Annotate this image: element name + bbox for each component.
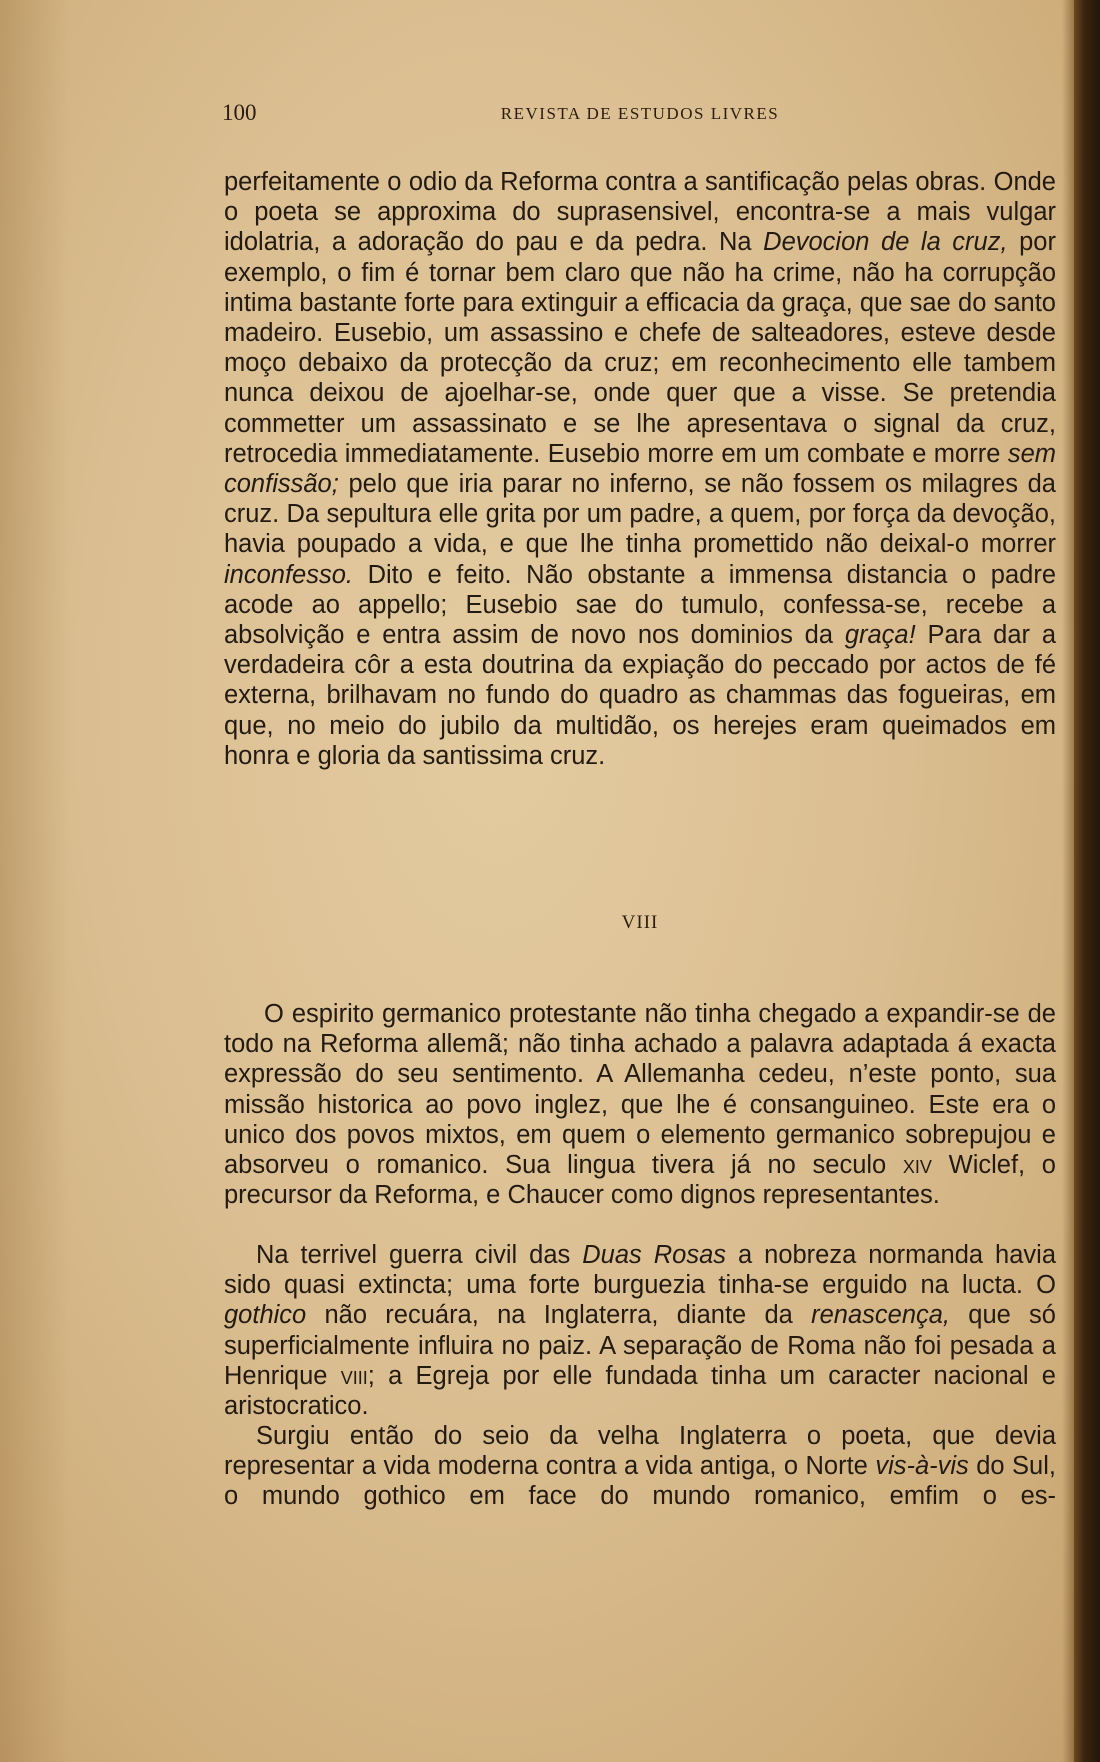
paragraph [224, 1421, 1056, 1512]
running-header [222, 100, 1058, 130]
text-run: Wiclef, o precursor da Reforma, e Chaucer como dignos representantes. [224, 1151, 1056, 1210]
text-run: perfeitamente o odio da Reforma contra a santificação pelas obras. Onde o poeta se approxima do suprasensivel, encontra-se a mais vulgar idolatria, a adoração do pau e da pedra. Na [224, 168, 1056, 257]
text-run: pelo que iria parar no inferno, se não fossem os milagres da cruz. Da sepultura elle grita por um padre, a quem, por força da devoção, havia poupado a vida, e que lhe tinha promettido não deixal-o morrer [224, 470, 1056, 559]
paragraph [224, 1240, 1056, 1421]
text-run: ; a Egreja por elle fundada tinha um caracter nacional e aristocratico. [224, 1361, 1056, 1421]
text-run: que só superficialmente influira no paiz. A separação de Roma não foi pesada a Henrique [224, 1301, 1056, 1390]
running-title: REVISTA DE ESTUDOS LIVRES [500, 104, 780, 123]
text-run: Surgiu então do seio da velha Inglaterra o poeta, que devia representar a vida moderna contra a vida antiga, o Norte [224, 1422, 1056, 1481]
section-heading: VIII [621, 912, 659, 933]
text-run: O espirito germanico protestante não tinha chegado a expandir-se de todo na Reforma allemã; não tinha achado a palavra adaptada á exacta expressão do seu sentimento. A Allemanha cedeu, n’este ponto, sua missão historica ao povo inglez, que lhe é consanguineo. Este era o unico dos povos mixtos, em quem o elemento germanico sobrepujou e absorveu o romanico. Sua lingua tivera já no seculo [224, 1000, 1056, 1180]
italic-title: Devocion de la cruz, [763, 228, 1008, 257]
text-run: por exemplo, o fim é tornar bem claro que não ha crime, não ha corrupção intima bastante forte para extinguir a efficacia da graça, que sae do santo madeiro. Eusebio, um assassino e chefe de salteadores, esteve desde moço debaixo da protecção da cruz; em reconhecimento elle tambem nunca deixou de ajoelhar-se, onde quer que a visse. Se pretendia commetter um assassinato e se lhe apresentava o signal da cruz, retrocedia immediatamente. Eusebio morre em um combate e morre [224, 228, 1056, 468]
italic-phrase: vis-à-vis [875, 1452, 969, 1481]
page-gutter-shadow [0, 0, 70, 1762]
text-run: Para dar a verdadeira côr a esta doutrina da expiação do peccado por actos de fé externa, brilhavam no fundo do quadro as chammas das fogueiras, em que, no meio do jubilo da multidão, os herejes eram queimados em honra e gloria da santissima cruz. [224, 621, 1056, 770]
page-edge-stain [1062, 0, 1074, 1762]
text-run: Dito e feito. Não obstante a immensa distancia o padre acode ao appello; Eusebio sae do tumulo, confessa-se, recebe a absolvição e entra assim de novo nos dominios da [224, 560, 1056, 650]
text-run: não recuára, na Inglaterra, diante da [306, 1301, 812, 1330]
text-run: a nobreza normanda havia sido quasi extincta; uma forte burguezia tinha-se erguido na lucta. O [224, 1241, 1056, 1300]
roman-numeral: viii [340, 1361, 368, 1390]
italic-phrase: sem confissão; [224, 439, 1056, 499]
italic-word: gothico [224, 1301, 307, 1330]
continued-paragraph [224, 167, 1056, 771]
italic-word: renascença, [811, 1301, 951, 1330]
roman-numeral: xiv [902, 1151, 932, 1180]
italic-title: Duas Rosas [582, 1241, 727, 1269]
italic-word: inconfesso. [224, 560, 353, 589]
page-number: 100 [222, 100, 257, 125]
page-binding-edge [1074, 0, 1100, 1762]
text-run: do Sul, o mundo gothico em face do mundo romanico, emfim o es- [224, 1452, 1056, 1511]
italic-word: graça! [844, 621, 916, 650]
text-run: Na terrivel guerra civil das [256, 1241, 583, 1269]
paragraph [224, 999, 1056, 1210]
